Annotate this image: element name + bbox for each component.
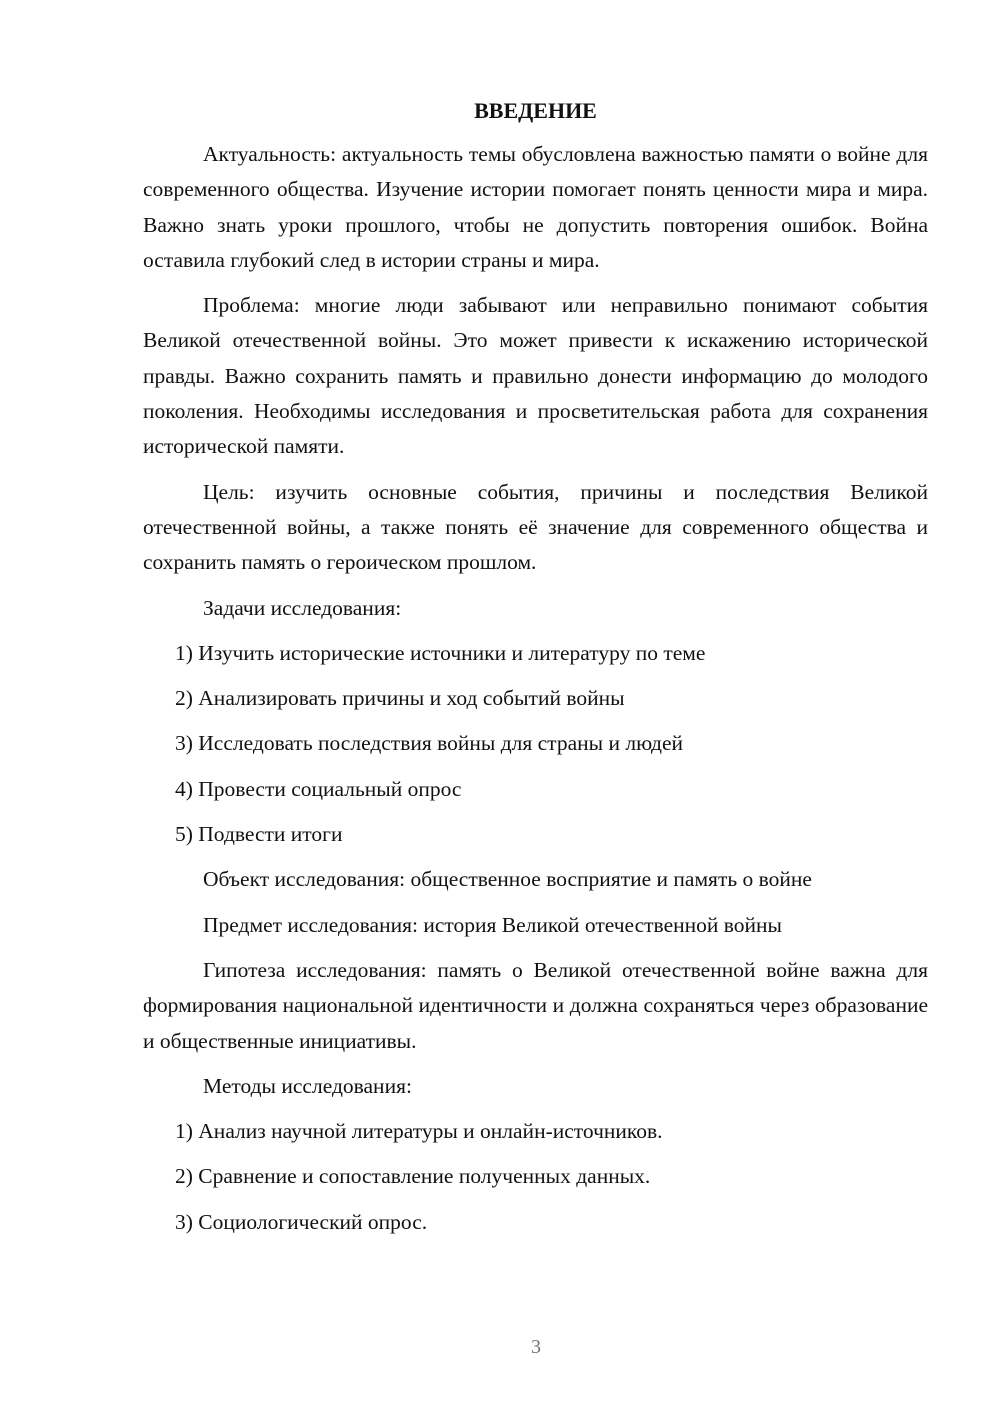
list-item: 2) Анализировать причины и ход событий войны xyxy=(175,686,625,711)
problem-paragraph: Проблема: многие люди забывают или неправильно понимают события Великой отечественной войны. Это может привести к искажению исторической правды. Важно сохранить память и правильно донести информацию до молодого поколения. Необходимы исследования и просветительская работа для сохранения исторической памяти. xyxy=(143,293,928,459)
methods-heading: Методы исследования: xyxy=(203,1073,412,1098)
list-item: 5) Подвести итоги xyxy=(175,822,343,847)
page-content xyxy=(143,97,928,1250)
list-item: 2) Сравнение и сопоставление полученных данных. xyxy=(175,1164,651,1189)
research-object: Объект исследования: общественное восприятие и память о войне xyxy=(203,867,812,892)
tasks-heading: Задачи исследования: xyxy=(203,595,402,620)
goal-paragraph: Цель: изучить основные события, причины и последствия Великой отечественной войны, а также понять её значение для современного общества и сохранить память о героическом прошлом. xyxy=(143,479,928,575)
list-item: 1) Анализ научной литературы и онлайн-источников. xyxy=(175,1119,663,1144)
section-title: ВВЕДЕНИЕ xyxy=(474,98,597,123)
tasks-list xyxy=(143,636,928,852)
hypothesis-paragraph: Гипотеза исследования: память о Великой отечественной войне важна для формирования национальной идентичности и должна сохраняться через образование и общественные инициативы. xyxy=(143,957,928,1053)
list-item: 1) Изучить исторические источники и литературу по теме xyxy=(175,640,706,665)
methods-list xyxy=(143,1114,928,1240)
page-number: 3 xyxy=(531,1336,541,1358)
relevance-paragraph: Актуальность: актуальность темы обусловлена важностью памяти о войне для современного общества. Изучение истории помогает понять ценности мира и мира. Важно знать уроки прошлого, чтобы не допустить повторения ошибок. Война оставила глубокий след в истории страны и мира. xyxy=(143,142,928,272)
list-item: 3) Исследовать последствия войны для страны и людей xyxy=(175,731,684,756)
list-item: 3) Социологический опрос. xyxy=(175,1209,428,1234)
research-subject: Предмет исследования: история Великой отечественной войны xyxy=(203,912,782,937)
list-item: 4) Провести социальный опрос xyxy=(175,776,462,801)
